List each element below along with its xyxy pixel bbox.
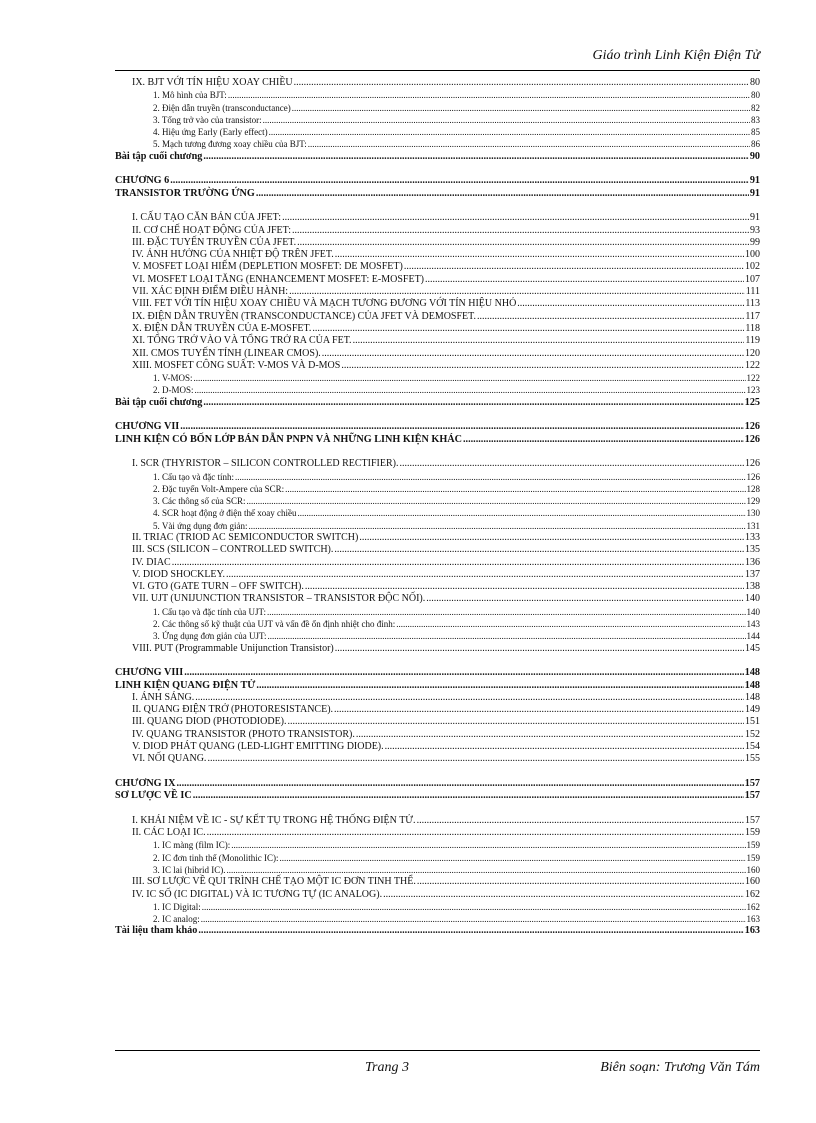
toc-chapter-entry[interactable]	[115, 667, 760, 679]
toc-entry[interactable]	[115, 729, 760, 741]
toc-dot-leader	[292, 225, 749, 237]
toc-page-number: 157	[744, 777, 760, 789]
toc-dot-leader	[305, 581, 744, 593]
toc-page-number: 155	[745, 753, 760, 765]
toc-page-number: 130	[746, 508, 760, 519]
toc-dot-leader	[170, 175, 749, 187]
toc-entry-title: CHƯƠNG VII	[115, 421, 180, 433]
toc-dot-leader	[207, 827, 744, 839]
toc-page-number: 117	[745, 310, 760, 322]
toc-page-number: 102	[745, 261, 760, 273]
toc-dot-leader	[201, 913, 746, 925]
toc-page-number: 157	[745, 814, 760, 826]
toc-page-number: 145	[745, 642, 760, 654]
toc-page-number: 160	[746, 865, 760, 875]
toc-spacer	[115, 163, 760, 175]
toc-entry-title: 4. SCR hoạt động ở điện thế xoay chiều	[153, 508, 297, 519]
toc-dot-leader	[396, 618, 745, 630]
toc-entry[interactable]	[115, 618, 760, 630]
toc-entry-title: III. QUANG DIOD (PHOTODIODE).	[132, 716, 287, 728]
toc-entry-title: I. KHÁI NIỆM VỀ IC - SỰ KẾT TỤ TRONG HỆ THỐNG ĐIỆN TỬ.	[132, 814, 416, 826]
toc-entry[interactable]	[115, 889, 760, 901]
toc-page-number: 137	[745, 568, 760, 580]
toc-dot-leader	[417, 876, 744, 888]
toc-dot-leader	[202, 901, 746, 913]
toc-page-number: 133	[745, 531, 760, 543]
toc-dot-leader	[176, 778, 743, 790]
toc-entry[interactable]	[115, 483, 760, 495]
toc-entry[interactable]	[115, 901, 760, 913]
toc-page-number: 159	[746, 840, 760, 851]
toc-dot-leader	[207, 753, 744, 765]
toc-page-number: 135	[745, 544, 760, 556]
toc-entry-title: IX. ĐIỆN DẪN TRUYỀN (TRANSCONDUCTANCE) CỦA JFET VÀ DEMOSFET.	[132, 310, 477, 322]
toc-dot-leader	[289, 286, 745, 298]
toc-entry[interactable]	[115, 692, 760, 704]
toc-chapter-entry[interactable]	[115, 925, 760, 937]
toc-entry-title: Bài tập cuối chương	[115, 396, 203, 408]
toc-entry-title: XIII. MOSFET CÔNG SUẤT: V-MOS VÀ D-MOS	[132, 359, 341, 371]
toc-page-number: 140	[746, 606, 760, 617]
toc-dot-leader	[294, 77, 749, 89]
toc-entry[interactable]	[115, 77, 760, 89]
toc-entry[interactable]	[115, 89, 760, 101]
toc-dot-leader	[227, 864, 746, 876]
toc-page-number: 140	[745, 593, 760, 605]
toc-entry-title: II. QUANG ĐIỆN TRỞ (PHOTORESISTANCE).	[132, 704, 334, 716]
toc-entry[interactable]	[115, 643, 760, 655]
toc-entry[interactable]	[115, 261, 760, 273]
toc-entry-title: I. SCR (THYRISTOR – SILICON CONTROLLED RECTIFIER).	[132, 458, 399, 470]
toc-page-number: 100	[745, 249, 760, 261]
toc-dot-leader	[180, 421, 743, 433]
toc-chapter-entry[interactable]	[115, 397, 760, 409]
toc-dot-leader	[288, 716, 744, 728]
toc-entry-title: 2. Các thông số kỹ thuật của UJT và vấn đề ổn định nhiệt cho đỉnh:	[153, 619, 396, 630]
toc-dot-leader	[267, 606, 745, 618]
toc-dot-leader	[417, 815, 744, 827]
toc-entry[interactable]	[115, 311, 760, 323]
page-footer	[115, 1060, 760, 1078]
toc-page-number: 160	[745, 876, 760, 888]
author-credit: Biên soạn: Trương Văn Tám	[600, 1060, 760, 1075]
toc-entry[interactable]	[115, 864, 760, 876]
toc-dot-leader	[517, 298, 744, 310]
toc-dot-leader	[203, 151, 748, 163]
toc-entry[interactable]	[115, 458, 760, 470]
toc-spacer	[115, 200, 760, 212]
toc-page-number: 120	[745, 347, 760, 359]
toc-entry-title: 5. Vài ứng dụng đơn giản:	[153, 520, 248, 531]
toc-page-number: 80	[751, 90, 760, 101]
toc-entry-title: III. SCS (SILICON – CONTROLLED SWITCH).	[132, 544, 334, 556]
toc-entry[interactable]	[115, 286, 760, 298]
toc-dot-leader	[385, 741, 744, 753]
page-header-title: Giáo trình Linh Kiện Điện Tử	[592, 48, 760, 63]
toc-entry[interactable]	[115, 126, 760, 138]
toc-entry-title: 3. Ứng dụng đơn giản của UJT:	[153, 631, 267, 642]
toc-entry[interactable]	[115, 360, 760, 372]
toc-entry[interactable]	[115, 348, 760, 360]
toc-dot-leader	[335, 643, 744, 655]
toc-page-number: 148	[744, 679, 760, 691]
toc-entry-title: LINH KIỆN QUANG ĐIỆN TỬ	[115, 679, 256, 691]
toc-page-number: 86	[751, 139, 760, 150]
toc-entry[interactable]	[115, 827, 760, 839]
toc-page-number: 159	[745, 827, 760, 839]
toc-page-number: 154	[745, 741, 760, 753]
toc-dot-leader	[280, 852, 746, 864]
toc-entry-title: IV. QUANG TRANSISTOR (PHOTO TRANSISTOR).	[132, 728, 355, 740]
toc-entry-title: IV. IC SỐ (IC DIGITAL) VÀ IC TƯƠNG TỰ (IC ANALOG).	[132, 888, 383, 900]
toc-entry-title: IV. ẢNH HƯỞNG CỦA NHIỆT ĐỘ TRÊN JFET.	[132, 249, 334, 261]
toc-dot-leader	[184, 667, 744, 679]
table-of-contents	[115, 77, 760, 938]
toc-entry-title: TRANSISTOR TRƯỜNG ỨNG	[115, 187, 255, 199]
toc-page-number: 138	[745, 581, 760, 593]
toc-page-number: 149	[745, 704, 760, 716]
toc-dot-leader	[247, 495, 746, 507]
toc-dot-leader	[203, 397, 743, 409]
toc-entry-title: 3. Các thông số của SCR:	[153, 496, 246, 507]
toc-dot-leader	[353, 335, 745, 347]
toc-page-number: 163	[744, 925, 760, 937]
toc-spacer	[115, 446, 760, 458]
toc-spacer	[115, 409, 760, 421]
toc-dot-leader	[322, 348, 744, 360]
toc-dot-leader	[195, 384, 746, 396]
toc-entry-title: 4. Hiệu ứng Early (Early effect)	[153, 127, 268, 138]
toc-entry-title: 1. V-MOS:	[153, 373, 193, 384]
toc-entry[interactable]	[115, 225, 760, 237]
toc-page-number: 143	[746, 619, 760, 630]
toc-entry-title: 5. Mạch tương đương xoay chiều của BJT:	[153, 139, 307, 150]
toc-chapter-entry[interactable]	[115, 421, 760, 433]
toc-page-number: 107	[745, 273, 760, 285]
toc-page-number: 136	[745, 556, 760, 568]
toc-dot-leader	[226, 569, 744, 581]
toc-chapter-entry[interactable]	[115, 175, 760, 187]
toc-entry-title: II. CƠ CHẾ HOẠT ĐỘNG CỦA JFET:	[132, 224, 292, 236]
toc-page-number: 151	[745, 716, 760, 728]
toc-entry-title: VII. XÁC ĐỊNH ĐIỂM ĐIỀU HÀNH:	[132, 286, 289, 298]
toc-entry-title: 1. Mô hình của BJT:	[153, 90, 227, 101]
toc-page-number: 119	[745, 335, 760, 347]
toc-entry-title: 3. Tổng trở vào của transistor:	[153, 114, 262, 125]
toc-dot-leader	[263, 114, 750, 126]
toc-page-number: 162	[746, 901, 760, 912]
toc-dot-leader	[269, 126, 750, 138]
toc-page-number: 122	[746, 373, 760, 384]
toc-entry-title: 2. D-MOS:	[153, 385, 194, 396]
toc-chapter-entry[interactable]	[115, 151, 760, 163]
toc-page-number: 113	[745, 298, 760, 310]
toc-page-number: 159	[746, 852, 760, 863]
toc-entry-title: VI. GTO (GATE TURN – OFF SWITCH).	[132, 581, 304, 593]
toc-entry[interactable]	[115, 581, 760, 593]
toc-entry[interactable]	[115, 102, 760, 114]
toc-page-number: 91	[749, 187, 760, 199]
footer-rule	[115, 1050, 760, 1051]
toc-entry-title: 1. IC màng (film IC):	[153, 840, 231, 851]
toc-page-number: 148	[744, 667, 760, 679]
toc-dot-leader	[356, 729, 744, 741]
toc-entry[interactable]	[115, 507, 760, 519]
toc-dot-leader	[231, 839, 745, 851]
toc-dot-leader	[312, 323, 744, 335]
toc-entry-title: 2. Điện dẫn truyền (transconductance)	[153, 102, 291, 113]
toc-dot-leader	[308, 138, 750, 150]
toc-entry[interactable]	[115, 274, 760, 286]
toc-entry[interactable]	[115, 335, 760, 347]
toc-page-number: 126	[744, 433, 760, 445]
toc-page-number: 111	[745, 286, 760, 298]
toc-page-number: 80	[750, 77, 760, 88]
toc-entry-title: X. ĐIỆN DẪN TRUYỀN CỦA E-MOSFET.	[132, 322, 312, 334]
toc-chapter-entry[interactable]	[115, 434, 760, 446]
toc-page-number: 123	[746, 385, 760, 396]
toc-page-number: 129	[746, 496, 760, 507]
toc-page-number: 82	[751, 102, 760, 113]
toc-dot-leader	[399, 458, 744, 470]
toc-entry[interactable]	[115, 704, 760, 716]
toc-entry-title: CHƯƠNG VIII	[115, 667, 184, 679]
toc-entry-title: VIII. FET VỚI TÍN HIỆU XOAY CHIỀU VÀ MẠCH TƯƠNG ĐƯƠNG VỚI TÍN HIỆU NHỎ	[132, 298, 517, 310]
toc-entry[interactable]	[115, 913, 760, 925]
toc-dot-leader	[282, 212, 749, 224]
toc-page-number: 157	[744, 790, 760, 802]
toc-page-number: 162	[745, 888, 760, 900]
toc-entry-title: CHƯƠNG IX	[115, 777, 176, 789]
toc-entry-title: I. ÁNH SÁNG.	[132, 691, 195, 703]
toc-entry[interactable]	[115, 544, 760, 556]
toc-dot-leader	[195, 692, 744, 704]
toc-spacer	[115, 766, 760, 778]
toc-spacer	[115, 655, 760, 667]
toc-page-number: 118	[745, 322, 760, 334]
toc-page-number: 90	[749, 150, 760, 162]
header-rule	[115, 70, 760, 71]
toc-entry[interactable]	[115, 384, 760, 396]
toc-page-number: 83	[751, 114, 760, 125]
toc-dot-leader	[198, 925, 743, 937]
toc-dot-leader	[256, 680, 743, 692]
toc-entry[interactable]	[115, 630, 760, 642]
toc-entry-title: V. MOSFET LOẠI HIẾM (DEPLETION MOSFET: DE MOSFET)	[132, 261, 403, 273]
toc-dot-leader	[248, 520, 745, 532]
toc-dot-leader	[463, 434, 744, 446]
toc-page-number: 85	[751, 127, 760, 138]
toc-dot-leader	[228, 89, 750, 101]
toc-entry-title: 2. IC đơn tinh thể (Monolithic IC):	[153, 852, 279, 863]
toc-entry[interactable]	[115, 532, 760, 544]
toc-dot-leader	[335, 249, 744, 261]
toc-entry-title: 2. Đặc tuyến Volt-Ampere của SCR:	[153, 483, 285, 494]
toc-entry-title: III. ĐẶC TUYẾN TRUYỀN CỦA JFET.	[132, 236, 297, 248]
toc-entry[interactable]	[115, 520, 760, 532]
toc-entry[interactable]	[115, 876, 760, 888]
toc-chapter-entry[interactable]	[115, 790, 760, 802]
toc-entry[interactable]	[115, 741, 760, 753]
toc-entry-title: VI. MOSFET LOẠI TĂNG (ENHANCEMENT MOSFET: E-MOSFET)	[132, 273, 425, 285]
toc-entry[interactable]	[115, 323, 760, 335]
toc-entry[interactable]	[115, 815, 760, 827]
toc-entry[interactable]	[115, 237, 760, 249]
toc-entry[interactable]	[115, 852, 760, 864]
toc-page-number: 126	[746, 471, 760, 482]
toc-entry[interactable]	[115, 495, 760, 507]
toc-dot-leader	[285, 483, 745, 495]
toc-page-number: 99	[750, 236, 760, 248]
toc-entry[interactable]	[115, 249, 760, 261]
toc-entry[interactable]	[115, 471, 760, 483]
toc-spacer	[115, 803, 760, 815]
toc-page-number: 91	[750, 212, 760, 224]
toc-entry[interactable]	[115, 606, 760, 618]
toc-entry-title: Tài liệu tham khảo	[115, 925, 198, 937]
toc-dot-leader	[404, 261, 744, 273]
toc-page-number: 126	[745, 458, 760, 470]
toc-entry-title: XII. CMOS TUYẾN TÍNH (LINEAR CMOS).	[132, 347, 321, 359]
toc-entry-title: I. CẤU TẠO CĂN BẢN CỦA JFET:	[132, 212, 282, 224]
toc-dot-leader	[297, 237, 749, 249]
toc-entry[interactable]	[115, 138, 760, 150]
toc-entry[interactable]	[115, 569, 760, 581]
toc-page-number: 122	[745, 359, 760, 371]
toc-entry-title: VIII. PUT (Programmable Unijunction Transistor)	[132, 642, 334, 654]
toc-entry-title: 1. Cấu tạo và đặc tính của UJT:	[153, 606, 267, 617]
toc-entry-title: 3. IC lai (hibrid IC).	[153, 865, 226, 875]
toc-entry[interactable]	[115, 716, 760, 728]
toc-page-number: 163	[746, 914, 760, 925]
toc-entry-title: III. SƠ LƯỢC VỀ QUI TRÌNH CHẾ TẠO MỘT IC ĐƠN TINH THỂ.	[132, 876, 416, 888]
toc-entry[interactable]	[115, 372, 760, 384]
toc-entry[interactable]	[115, 839, 760, 851]
toc-entry[interactable]	[115, 557, 760, 569]
toc-entry-title: XI. TỔNG TRỞ VÀO VÀ TỔNG TRỞ RA CỦA FET.	[132, 335, 352, 347]
toc-dot-leader	[334, 704, 744, 716]
toc-entry-title: VII. UJT (UNIJUNCTION TRANSISTOR – TRANSISTOR ĐỘC NỐI).	[132, 593, 426, 605]
toc-dot-leader	[193, 790, 744, 802]
toc-entry[interactable]	[115, 753, 760, 765]
toc-dot-leader	[298, 507, 746, 519]
toc-entry-title: 1. IC Digital:	[153, 901, 201, 912]
toc-dot-leader	[292, 102, 750, 114]
toc-dot-leader	[256, 188, 749, 200]
toc-entry-title: IX. BJT VỚI TÍN HIỆU XOAY CHIỀU	[132, 77, 293, 88]
toc-entry-title: Bài tập cuối chương	[115, 150, 203, 162]
toc-entry-title: V. DIOD PHÁT QUANG (LED-LIGHT EMITTING DIODE).	[132, 741, 384, 753]
toc-page-number: 148	[745, 691, 760, 703]
toc-entry-title: CHƯƠNG 6	[115, 175, 170, 187]
toc-dot-leader	[426, 593, 744, 605]
toc-entry-title: II. TRIAC (TRIOD AC SEMICONDUCTOR SWITCH)	[132, 531, 359, 543]
toc-dot-leader	[477, 311, 744, 323]
toc-chapter-entry[interactable]	[115, 778, 760, 790]
toc-dot-leader	[268, 630, 746, 642]
toc-dot-leader	[235, 471, 746, 483]
toc-entry[interactable]	[115, 212, 760, 224]
toc-page-number: 131	[746, 520, 760, 531]
toc-page-number: 91	[749, 175, 760, 187]
toc-dot-leader	[172, 557, 744, 569]
toc-dot-leader	[359, 532, 744, 544]
toc-entry-title: VI. NỐI QUANG.	[132, 753, 207, 765]
toc-page-number: 125	[744, 396, 760, 408]
page-number: Trang 3	[365, 1060, 409, 1075]
toc-page-number: 152	[745, 728, 760, 740]
toc-page-number: 128	[746, 483, 760, 494]
toc-entry[interactable]	[115, 114, 760, 126]
toc-entry-title: IV. DIAC	[132, 556, 171, 568]
toc-page-number: 93	[750, 224, 760, 236]
toc-dot-leader	[341, 360, 744, 372]
toc-entry-title: LINH KIỆN CÓ BỐN LỚP BÁN DẪN PNPN VÀ NHỮNG LINH KIỆN KHÁC	[115, 433, 462, 445]
toc-entry-title: 2. IC analog:	[153, 914, 200, 925]
toc-entry-title: 1. Cấu tạo và đặc tính:	[153, 471, 234, 482]
toc-entry-title: V. DIOD SHOCKLEY.	[132, 568, 225, 580]
toc-dot-leader	[383, 889, 744, 901]
toc-entry[interactable]	[115, 593, 760, 605]
toc-chapter-entry[interactable]	[115, 680, 760, 692]
toc-chapter-entry[interactable]	[115, 188, 760, 200]
toc-dot-leader	[334, 544, 744, 556]
toc-dot-leader	[194, 372, 746, 384]
toc-entry-title: II. CÁC LOẠI IC.	[132, 827, 206, 839]
toc-page-number: 126	[744, 421, 760, 433]
toc-dot-leader	[425, 274, 744, 286]
toc-entry[interactable]	[115, 298, 760, 310]
toc-page-number: 144	[746, 631, 760, 642]
toc-entry-title: SƠ LƯỢC VỀ IC	[115, 790, 192, 802]
